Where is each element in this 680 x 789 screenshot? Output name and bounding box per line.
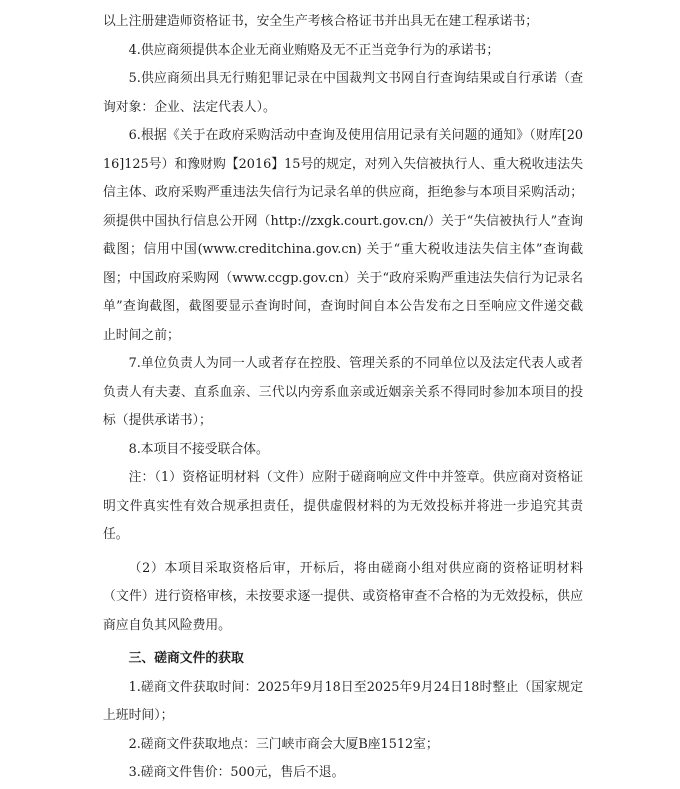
paragraph-qualification-cert: 以上注册建造师资格证书，安全生产考核合格证书并出具无在建工程承诺书； <box>103 14 539 29</box>
paragraph-item-6: 6.根据《关于在政府采购活动中查询及使用信用记录有关问题的通知》（财库[2016]125号）和豫财购【2016】15号的规定，对列入失信被执行人、重大税收违法失信主体、政府采购严重违法失信行为记录名单的供应商，拒绝参与本项目采购活动；须提供中国执行信息公开网（http://zxgk.court.gov.cn/）关于“失信被执行人”查询截图；信用中国(www.creditchina.gov.cn) 关于“重大税收违法失信主体”查询截图；中国政府采购网（www.ccgp.gov.cn）关于“政府采购严重违法失信行为记录名单”查询截图，截图要显示查询时间，查询时间自本公告发布之日至响应文件递交截止时间之前； <box>103 128 583 343</box>
paragraph-item-5: 5.供应商须出具无行贿犯罪记录在中国裁判文书网自行查询结果或自行承诺（查询对象：企业、法定代表人）。 <box>103 71 583 115</box>
paragraph-document-price: 3.磋商文件售价：500元，售后不退。 <box>128 765 345 780</box>
paragraph-note-1: 注：（1）资格证明材料（文件）应附于磋商响应文件中并签章。供应商对资格证明文件真实性有效合规承担责任，提供虚假材料的为无效投标并将进一步追究其责任。 <box>103 470 583 542</box>
paragraph-item-8: 8.本项目不接受联合体。 <box>128 441 269 457</box>
paragraph-acquisition-time: 1.磋商文件获取时间：2025年9月18日至2025年9月24日18时整止（国家规定上班时间）； <box>103 679 583 723</box>
document-body <box>103 8 583 788</box>
paragraph-note-2: （2）本项目采取资格后审，开标后，将由磋商小组对供应商的资格证明材料（文件）进行资格审核，未按要求逐一提供、或资格审查不合格的为无效投标，供应商应自负其风险费用。 <box>103 560 583 633</box>
section-heading-document-acquisition: 三、磋商文件的获取 <box>128 651 244 666</box>
paragraph-item-7: 7.单位负责人为同一人或者存在控股、管理关系的不同单位以及法定代表人或者负责人有夫妻、直系血亲、三代以内旁系血亲或近姻亲关系不得同时参加本项目的投标（提供承诺书）； <box>103 356 583 428</box>
paragraph-acquisition-location: 2.磋商文件获取地点：三门峡市商会大厦B座1512室； <box>128 736 439 752</box>
paragraph-item-4: 4.供应商须提供本企业无商业贿赂及无不正当竞争行为的承诺书； <box>128 42 500 58</box>
